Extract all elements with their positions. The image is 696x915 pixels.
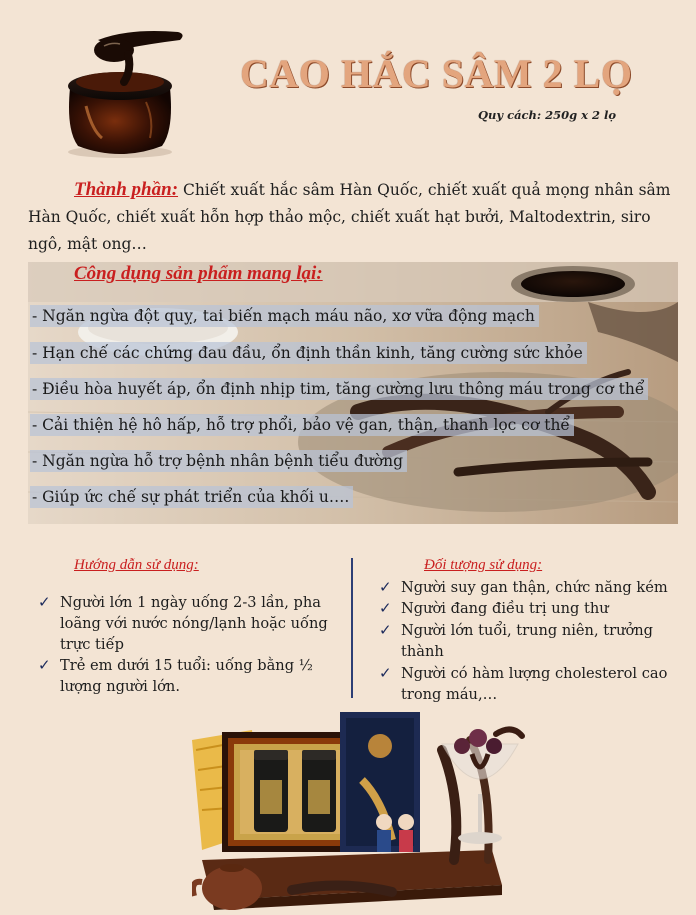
honey-jar-image [58, 10, 190, 160]
check-icon: ✓ [379, 664, 392, 682]
product-title: CAO HẮC SÂM 2 LỌ [240, 51, 633, 96]
audience-item-text: Người suy gan thận, chức năng kém [401, 579, 668, 596]
benefit-item: - Điều hòa huyết áp, ổn định nhịp tim, tăng cường lưu thông máu trong cơ thể [30, 378, 648, 400]
check-icon: ✓ [38, 656, 51, 674]
ingredients-label: Thành phần: [74, 179, 179, 200]
audience-title: Đối tượng sử dụng: [424, 557, 543, 573]
benefit-item: - Cải thiện hệ hô hấp, hỗ trợ phổi, bảo vệ gan, thận, thanh lọc cơ thể [30, 414, 574, 436]
column-divider [351, 558, 353, 698]
check-icon: ✓ [379, 578, 392, 596]
ingredients-paragraph [28, 176, 680, 258]
audience-item-text: Người có hàm lượng cholesterol cao trong máu,… [401, 665, 668, 703]
usage-item-text: Trẻ em dưới 15 tuổi: uống bằng ½ lượng người lớn. [60, 657, 313, 695]
usage-title: Hướng dẫn sử dụng: [74, 557, 199, 573]
benefit-item: - Ngăn ngừa hỗ trợ bệnh nhân bệnh tiểu đường [30, 450, 407, 472]
benefit-item: - Giúp ức chế sự phát triển của khối u…. [30, 486, 353, 508]
usage-item [38, 592, 332, 655]
check-icon: ✓ [38, 593, 51, 611]
benefit-item: - Hạn chế các chứng đau đầu, ổn định thần kinh, tăng cường sức khỏe [30, 342, 587, 364]
audience-item [379, 620, 683, 662]
audience-item [379, 598, 681, 619]
usage-item-text: Người lớn 1 ngày uống 2-3 lần, pha loãng với nước nóng/lạnh hoặc uống trực tiếp [60, 594, 328, 653]
benefits-label: Công dụng sản phẩm mang lại: [74, 263, 323, 284]
usage-item [38, 655, 332, 697]
ingredients-text: Chiết xuất hắc sâm Hàn Quốc, chiết xuất quả mọng nhân sâm Hàn Quốc, chiết xuất hỗn hợp thảo mộc, chiết xuất hạt bưởi, Maltodextrin, siro ngô, mật ong… [28, 181, 671, 253]
package-spec: Quy cách: 250g x 2 lọ [478, 108, 617, 122]
audience-item-text: Người lớn tuổi, trung niên, trưởng thành [401, 622, 653, 660]
check-icon: ✓ [379, 621, 392, 639]
audience-item [379, 577, 681, 598]
check-icon: ✓ [379, 599, 392, 617]
herb-goblet-image [432, 724, 527, 849]
audience-item [379, 663, 683, 705]
benefit-item: - Ngăn ngừa đột quỵ, tai biến mạch máu não, xơ vữa động mạch [30, 305, 539, 327]
audience-item-text: Người đang điều trị ung thư [401, 600, 609, 617]
